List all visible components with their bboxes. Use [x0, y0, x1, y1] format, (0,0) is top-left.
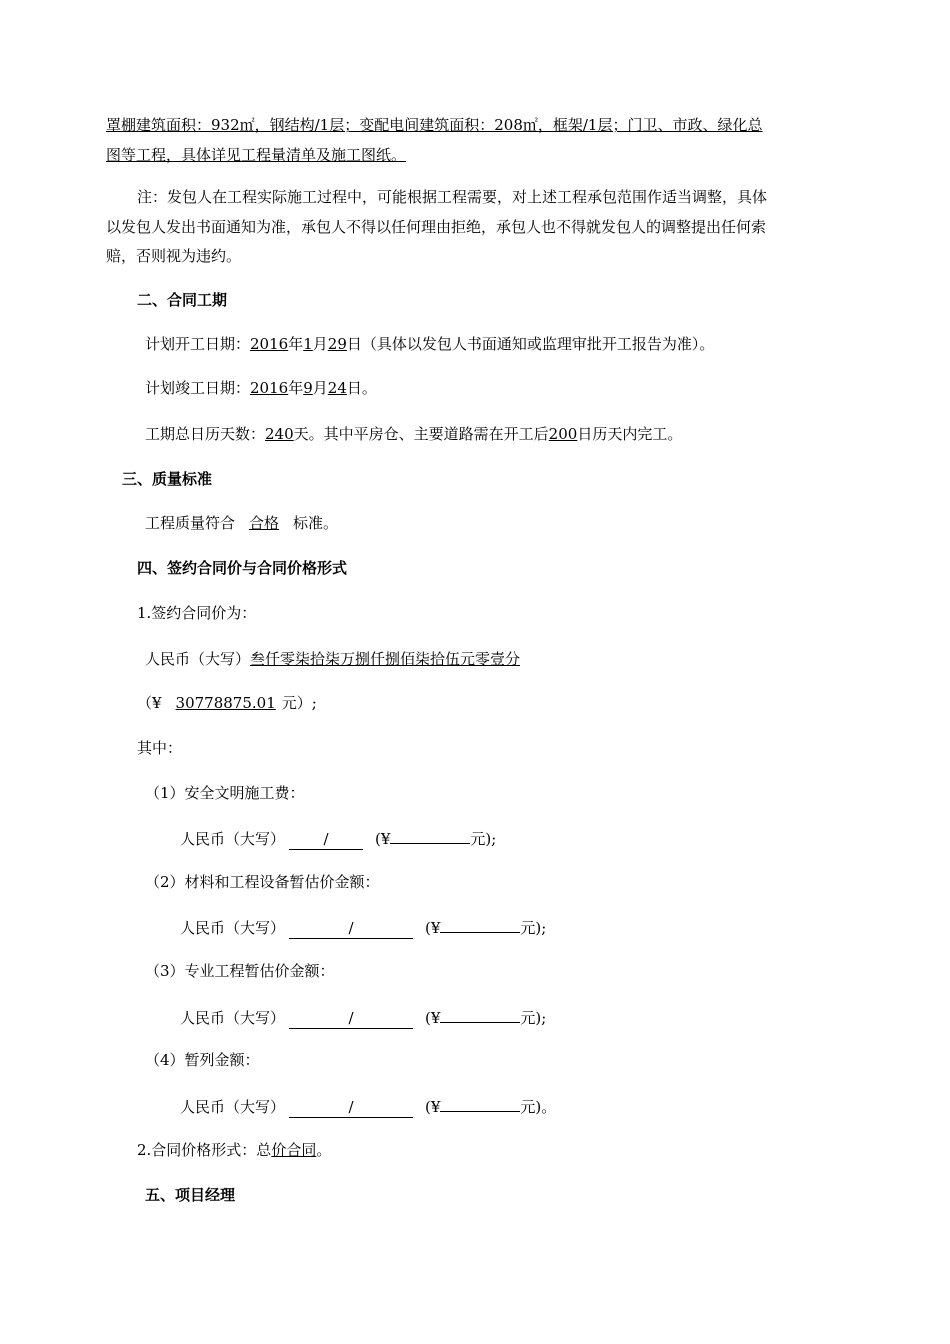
price-form-suffix: 。 [316, 1141, 332, 1159]
rmb-in-figures [137, 693, 317, 713]
price-form-value: 价合同 [271, 1141, 317, 1159]
end-month: 9 [303, 379, 313, 397]
planned-end-date [145, 378, 377, 398]
quality-standard [145, 513, 338, 533]
fee2-figure-blank [440, 916, 520, 933]
yen-amount: 30778875.01 [175, 694, 276, 712]
year-char: 年 [288, 335, 304, 353]
total-label: 工期总日历天数： [145, 425, 266, 443]
fee2-yuan: 元); [520, 919, 547, 937]
end-year: 2016 [250, 379, 289, 397]
start-label: 计划开工日期： [145, 335, 251, 353]
fee4-figure-blank [440, 1095, 520, 1112]
quality-suffix: 标准。 [293, 514, 339, 532]
section-heading-project-manager: 五、项目经理 [145, 1186, 236, 1204]
yen-open: （¥ [137, 694, 162, 712]
quality-value: 合格 [249, 514, 280, 532]
fee2-rmb-label: 人民币（大写） [180, 919, 286, 937]
rmb-label: 人民币（大写） [145, 650, 251, 668]
fee1-words-blank: / [289, 829, 363, 850]
note-line-1: 注：发包人在工程实际施工过程中，可能根据工程需要，对上述工程承包范围作适当调整，具体 [137, 188, 768, 206]
contract-price-form [137, 1140, 331, 1160]
scope-line-1: 罩棚建筑面积：932㎡，钢结构/1层；变配电间建筑面积：208㎡，框架/1层；门卫、市政、绿化总 [106, 116, 763, 134]
fee3-rmb-label: 人民币（大写） [180, 1009, 286, 1027]
note-line-3: 赔，否则视为违约。 [106, 247, 242, 265]
total-mid: 天。其中平房仓、主要道路需在开工后 [293, 425, 549, 443]
total-duration [145, 424, 682, 444]
among-label: 其中： [137, 739, 183, 757]
fee4-words-blank: / [289, 1097, 413, 1118]
fee3-label: （3）专业工程暂估价金额： [145, 962, 335, 980]
quality-prefix: 工程质量符合 [145, 514, 236, 532]
fee3-words-blank: / [289, 1008, 413, 1029]
fee1-rmb-label: 人民币（大写） [180, 830, 286, 848]
fee2-yen: (¥ [425, 919, 441, 937]
section-heading-duration: 二、合同工期 [137, 291, 228, 309]
fee3-yuan: 元); [520, 1009, 547, 1027]
end-day: 24 [327, 379, 347, 397]
start-year: 2016 [250, 335, 289, 353]
fee4-label: （4）暂列金额： [145, 1051, 260, 1069]
fee4-yen: (¥ [425, 1098, 441, 1116]
month-char: 月 [312, 335, 328, 353]
fee4-rmb-label: 人民币（大写） [180, 1098, 286, 1116]
rmb-words: 叁仟零柒拾柒万捌仟捌佰柒拾伍元零壹分 [250, 650, 521, 668]
start-suffix: 日（具体以发包人书面通知或监理审批开工报告为准）。 [346, 335, 715, 353]
sub-days: 200 [548, 425, 578, 443]
total-suffix: 日历天内完工。 [577, 425, 683, 443]
fee2-words-blank: / [289, 918, 413, 939]
fee3-amount [180, 1006, 546, 1029]
price-form-prefix: 2.合同价格形式：总 [137, 1141, 272, 1159]
fee4-yuan: 元)。 [520, 1098, 557, 1116]
fee4-amount [180, 1095, 556, 1118]
start-month: 1 [303, 335, 313, 353]
rmb-in-words [145, 649, 520, 669]
total-days: 240 [265, 425, 294, 443]
contract-price-item: 1.签约合同价为： [137, 604, 257, 622]
section-heading-quality: 三、质量标准 [122, 470, 213, 488]
end-label: 计划竣工日期： [145, 379, 251, 397]
fee3-yen: (¥ [425, 1009, 441, 1027]
fee1-label: （1）安全文明施工费： [145, 784, 305, 802]
start-day: 29 [327, 335, 347, 353]
fee3-figure-blank [440, 1006, 520, 1023]
fee1-figure-blank [390, 827, 470, 844]
year-char: 年 [288, 379, 304, 397]
fee1-amount [180, 827, 496, 850]
fee2-amount [180, 916, 546, 939]
month-char: 月 [312, 379, 328, 397]
note-line-2: 以发包人发出书面通知为准，承包人不得以任何理由拒绝，承包人也不得就发包人的调整提出任何索 [106, 218, 767, 236]
yen-close: 元）; [281, 694, 317, 712]
fee1-yuan: 元); [470, 830, 497, 848]
planned-start-date [145, 334, 714, 354]
end-suffix: 日。 [346, 379, 377, 397]
scope-line-2: 图等工程，具体详见工程量清单及施工图纸。 [106, 146, 407, 164]
section-heading-price: 四、签约合同价与合同价格形式 [137, 559, 348, 577]
fee1-yen: (¥ [375, 830, 391, 848]
fee2-label: （2）材料和工程设备暂估价金额： [145, 873, 380, 891]
